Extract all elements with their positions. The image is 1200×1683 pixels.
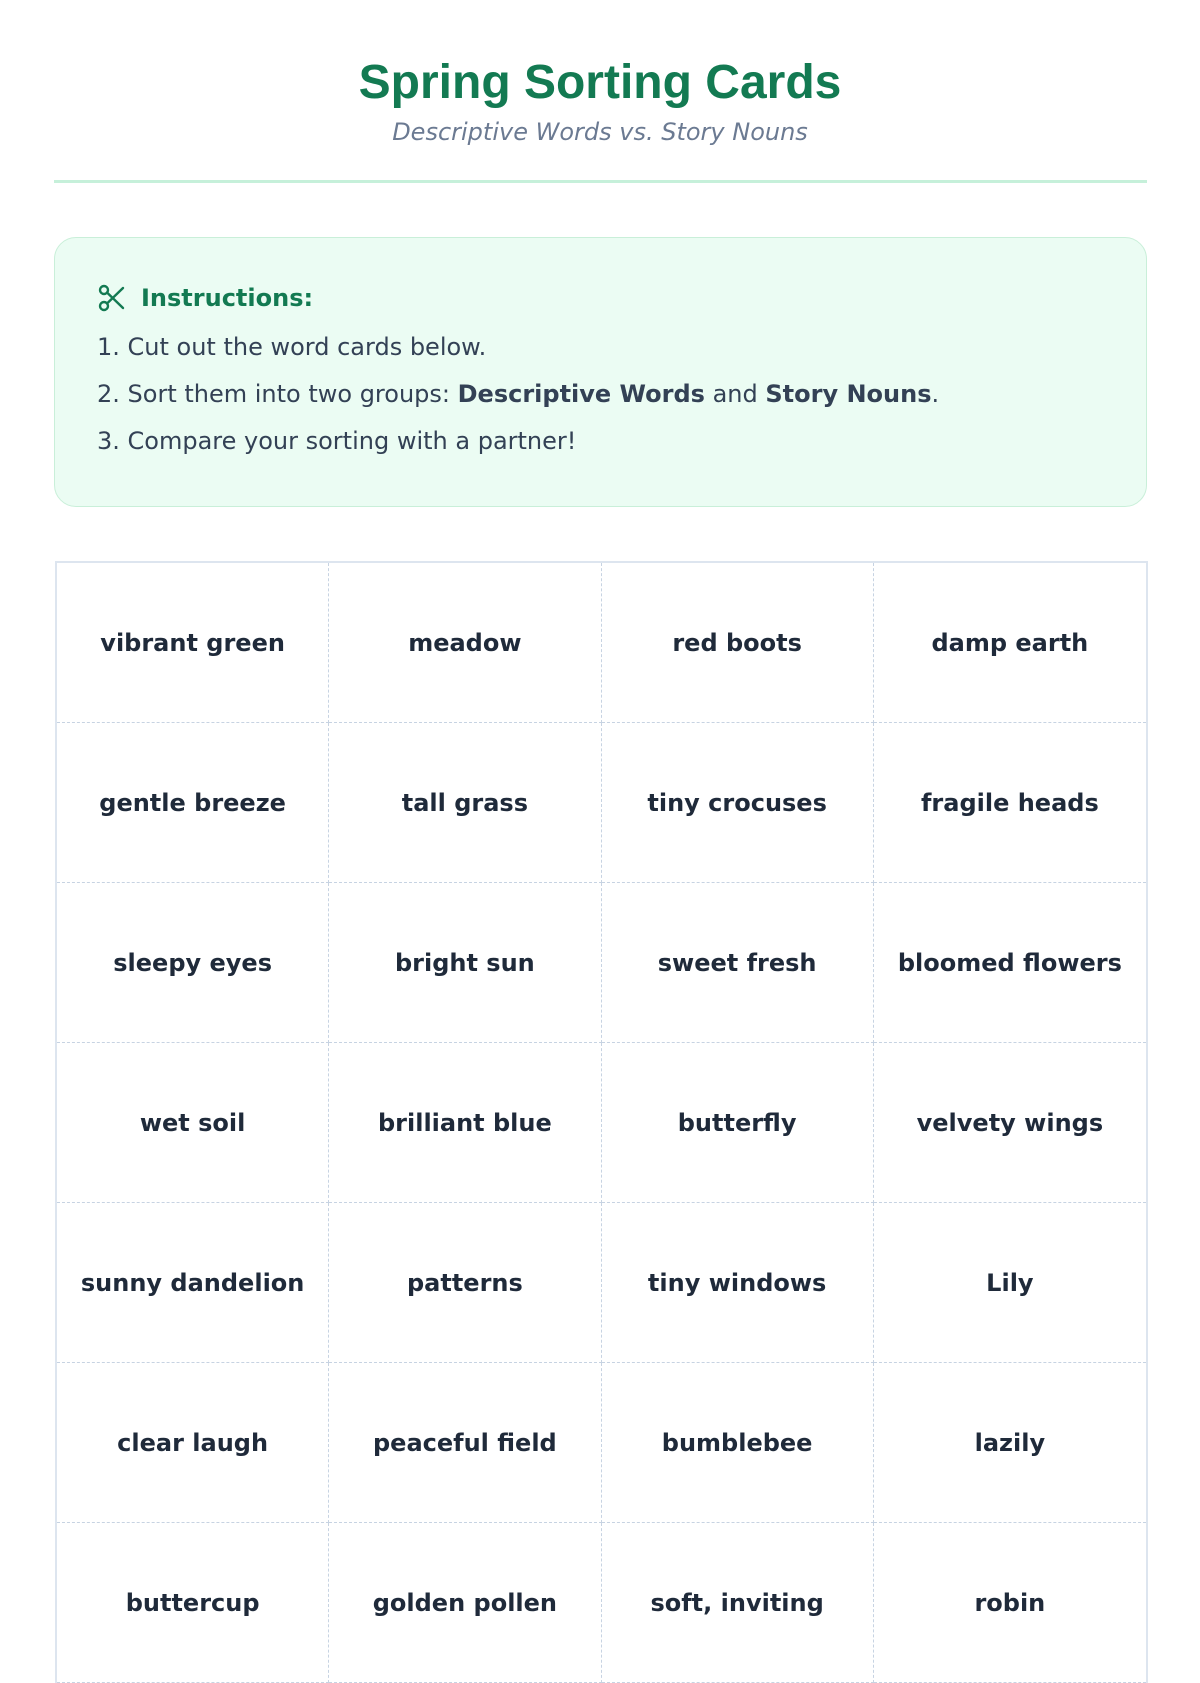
word-card[interactable]: tiny windows	[602, 1203, 874, 1363]
page-title: Spring Sorting Cards	[358, 56, 842, 109]
word-card[interactable]: clear laugh	[57, 1363, 329, 1523]
step2-prefix: 2. Sort them into two groups:	[97, 380, 458, 408]
word-card[interactable]: bumblebee	[602, 1363, 874, 1523]
word-card[interactable]: wet soil	[57, 1043, 329, 1203]
page-subtitle: Descriptive Words vs. Story Nouns	[392, 118, 808, 146]
instructions-header	[97, 278, 313, 318]
word-card[interactable]: fragile heads	[874, 723, 1146, 883]
instructions-heading: Instructions:	[141, 284, 314, 312]
word-card[interactable]: gentle breeze	[57, 723, 329, 883]
step2-and: and	[704, 380, 766, 408]
word-card[interactable]: butterfly	[602, 1043, 874, 1203]
word-card[interactable]: patterns	[329, 1203, 601, 1363]
word-card[interactable]: damp earth	[874, 563, 1146, 723]
word-card[interactable]: sleepy eyes	[57, 883, 329, 1043]
instruction-step-1: 1. Cut out the word cards below.	[97, 333, 487, 361]
word-card[interactable]: buttercup	[57, 1523, 329, 1683]
word-card[interactable]: lazily	[874, 1363, 1146, 1523]
word-card[interactable]: vibrant green	[57, 563, 329, 723]
instructions-panel	[54, 237, 1147, 507]
word-card[interactable]: sunny dandelion	[57, 1203, 329, 1363]
title-divider	[54, 180, 1147, 183]
word-card[interactable]: red boots	[602, 563, 874, 723]
word-card[interactable]: Lily	[874, 1203, 1146, 1363]
word-card[interactable]: bright sun	[329, 883, 601, 1043]
word-card[interactable]: peaceful field	[329, 1363, 601, 1523]
word-card[interactable]: sweet fresh	[602, 883, 874, 1043]
group-descriptive-words: Descriptive Words	[457, 380, 705, 408]
word-card[interactable]: brilliant blue	[329, 1043, 601, 1203]
word-card[interactable]: soft, inviting	[602, 1523, 874, 1683]
word-card[interactable]: golden pollen	[329, 1523, 601, 1683]
word-card[interactable]: tiny crocuses	[602, 723, 874, 883]
word-card[interactable]: velvety wings	[874, 1043, 1146, 1203]
word-card[interactable]: tall grass	[329, 723, 601, 883]
word-card[interactable]: robin	[874, 1523, 1146, 1683]
instruction-step-3: 3. Compare your sorting with a partner!	[97, 427, 577, 455]
step2-suffix: .	[931, 380, 940, 408]
instruction-step-2	[97, 378, 939, 410]
word-card-grid	[55, 561, 1148, 1683]
word-card[interactable]: meadow	[329, 563, 601, 723]
group-story-nouns: Story Nouns	[765, 380, 932, 408]
scissors-icon	[97, 283, 127, 313]
word-card[interactable]: bloomed flowers	[874, 883, 1146, 1043]
